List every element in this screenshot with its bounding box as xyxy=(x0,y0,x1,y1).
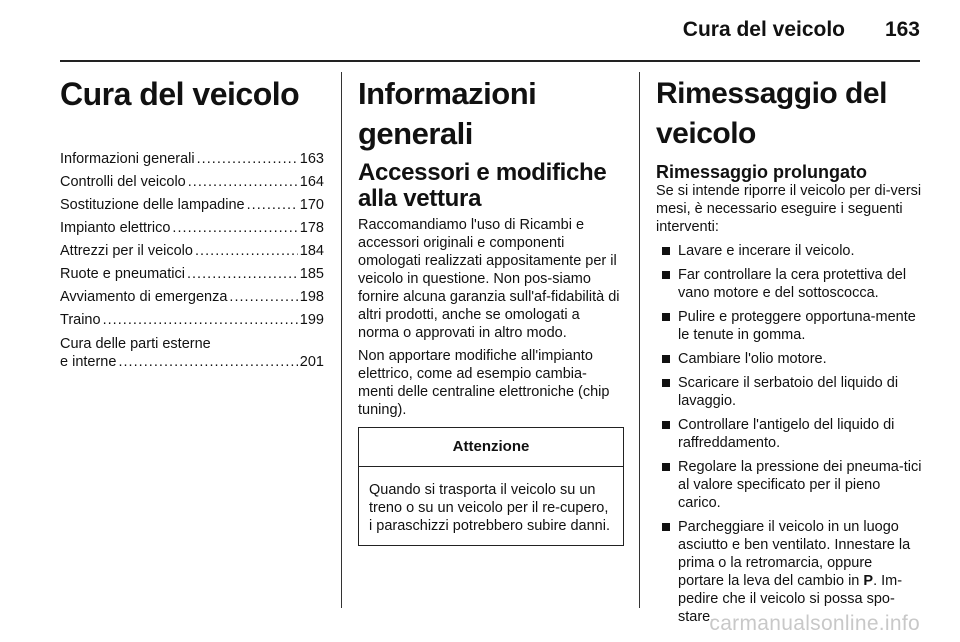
toc-entry[interactable]: Attrezzi per il veicolo . . . 184 xyxy=(60,240,324,263)
list-item: Lavare e incerare il veicolo. xyxy=(656,242,922,260)
storage-steps-list xyxy=(656,242,922,626)
list-item: Scaricare il serbatoio del liquido di lavaggio. xyxy=(656,374,922,410)
toc-entry[interactable]: Traino . . . 199 xyxy=(60,309,324,332)
list-item: Regolare la pressione dei pneuma-tici al valore specificato per il pieno carico. xyxy=(656,458,922,512)
toc-entry[interactable]: Impianto elettrico . . . 178 xyxy=(60,217,324,240)
paragraph: Non apportare modifiche all'impianto elettrico, come ad esempio cambia-menti delle centraline elettroniche (chip tuning). xyxy=(358,348,610,418)
bullet-icon xyxy=(662,271,670,279)
watermark: carmanualsonline.info xyxy=(709,612,920,635)
toc-entry[interactable]: Ruote e pneumatici . . . 185 xyxy=(60,263,324,286)
toc-entry[interactable]: Cura delle parti esterne e interne . . . 201 xyxy=(60,335,324,371)
header-title: Cura del veicolo xyxy=(682,18,845,41)
bullet-icon xyxy=(662,463,670,471)
column-divider-2 xyxy=(639,72,640,608)
toc-entry[interactable]: Informazioni generali . . . 163 xyxy=(60,148,324,171)
section-subtitle: Rimessaggio prolungato xyxy=(656,162,868,182)
column-divider-1 xyxy=(341,72,342,608)
section-title: Rimessaggio del veicolo xyxy=(656,77,887,150)
section-subtitle: Accessori e modifiche alla vettura xyxy=(358,159,607,212)
bullet-icon xyxy=(662,523,670,531)
chapter-toc xyxy=(60,68,324,371)
list-item: Cambiare l'olio motore. xyxy=(656,350,922,368)
bullet-icon xyxy=(662,421,670,429)
warning-box xyxy=(358,427,624,546)
page-number: 163 xyxy=(884,18,920,41)
general-info-section xyxy=(358,68,622,546)
list-item: Parcheggiare il veicolo in un luogo asciutto e ben ventilato. Innestare la prima o la retromarcia, oppure portare la leva del cambio in P. Im-pedire che il veicolo si possa spo-stare. xyxy=(656,518,922,626)
list-item: Pulire e proteggere opportuna-mente le tenute in gomma. xyxy=(656,308,922,344)
section-title: Informazioni generali xyxy=(358,76,537,151)
paragraph: Se si intende riporre il veicolo per di-versi mesi, è necessario eseguire i seguenti interventi: xyxy=(656,183,922,235)
toc-entry[interactable]: Avviamento di emergenza . . . 198 xyxy=(60,286,324,309)
toc-entry[interactable]: Controlli del veicolo . . . 164 xyxy=(60,171,324,194)
storage-section xyxy=(656,68,922,632)
toc-entry[interactable]: Sostituzione delle lampadine . . . 170 xyxy=(60,194,324,217)
paragraph: Raccomandiamo l'uso di Ricambi e accessori originali e componenti omologati realizzati appositamente per il veicolo in questione. Non pos-siamo fornire alcuna garanzia sull'af-fidabilità di altri prodotti, anche se omologati a norma o approvati in altro modo. xyxy=(358,217,620,341)
toc-list xyxy=(60,148,324,371)
header-rule xyxy=(60,60,920,62)
warning-title: Attenzione xyxy=(359,428,623,467)
bullet-icon xyxy=(662,379,670,387)
bullet-icon xyxy=(662,355,670,363)
warning-text: Quando si trasporta il veicolo su un treno o su un veicolo per il re-cupero, i paraschizzi potrebbero subire danni. xyxy=(369,482,610,534)
bullet-icon xyxy=(662,313,670,321)
list-item: Far controllare la cera protettiva del vano motore e del sottoscocca. xyxy=(656,266,922,302)
list-item: Controllare l'antigelo del liquido di raffreddamento. xyxy=(656,416,922,452)
bullet-icon xyxy=(662,247,670,255)
chapter-title: Cura del veicolo xyxy=(60,76,300,112)
